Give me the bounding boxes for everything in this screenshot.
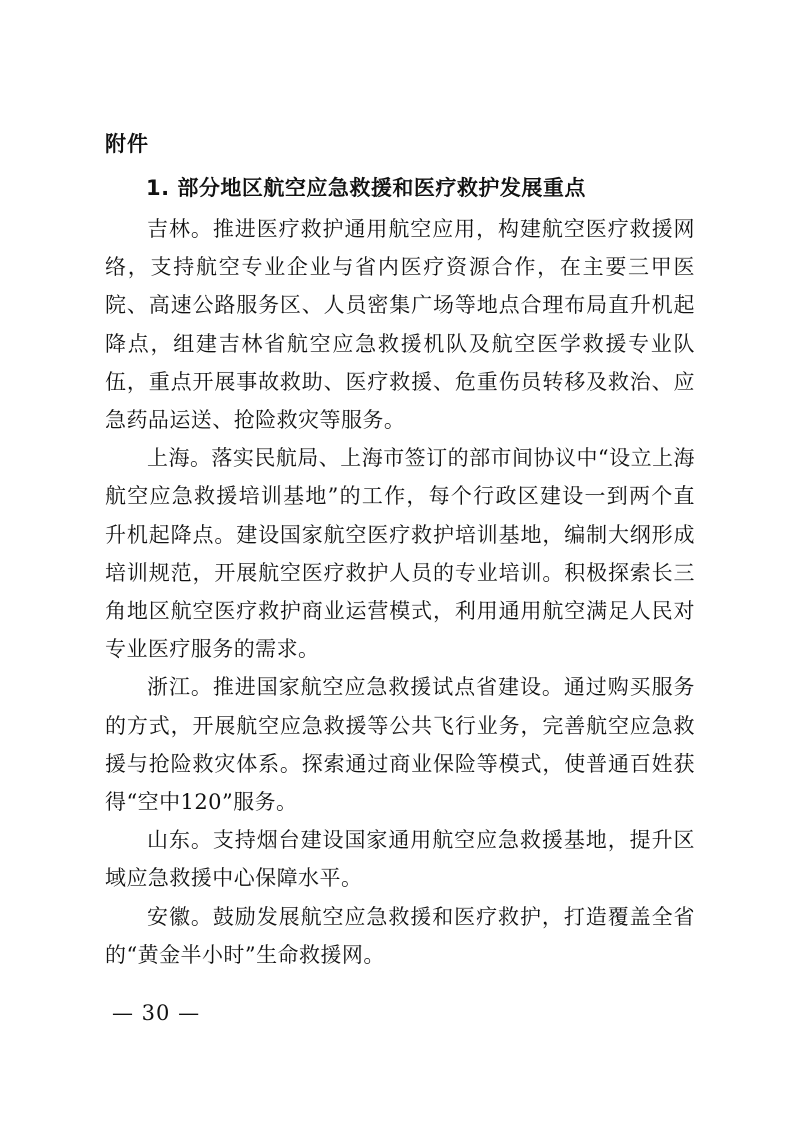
paragraph-jilin: 吉林。推进医疗救护通用航空应用，构建航空医疗救援网络，支持航空专业企业与省内医疗资源合作，在主要三甲医院、高速公路服务区、人员密集广场等地点合理布局直升机起降点，组建吉林省航空应急救援机队及航空医学救援专业队伍，重点开展事故救助、医疗救援、危重伤员转移及救治、应急药品运送、抢险救灾等服务。 (105, 217, 695, 433)
paragraph-shanghai: 上海。落实民航局、上海市签订的部市间协议中“设立上海航空应急救援培训基地”的工作，每个行政区建设一到两个直升机起降点。建设国家航空医疗救护培训基地，编制大纲形成培训规范，开展航空医疗救护人员的专业培训。积极探索长三角地区航空医疗救护商业运营模式，利用通用航空满足人民对专业医疗服务的需求。 (105, 446, 695, 662)
paragraph-zhejiang: 浙江。推进国家航空应急救援试点省建设。通过购买服务的方式，开展航空应急救援等公共飞行业务，完善航空应急救援与抢险救灾体系。探索通过商业保险等模式，使普通百姓获得“空中120”服务。 (105, 675, 695, 815)
document-body (105, 210, 695, 974)
paragraph-shandong: 山东。支持烟台建设国家通用航空应急救援基地，提升区域应急救援中心保障水平。 (105, 828, 695, 891)
attachment-heading: 附件 (105, 132, 149, 156)
paragraph-anhui: 安徽。鼓励发展航空应急救援和医疗救护，打造覆盖全省的“黄金半小时”生命救援网。 (105, 904, 695, 967)
section-title: 1. 部分地区航空应急救援和医疗救护发展重点 (146, 176, 586, 200)
page-number: — 30 — (112, 1001, 201, 1025)
